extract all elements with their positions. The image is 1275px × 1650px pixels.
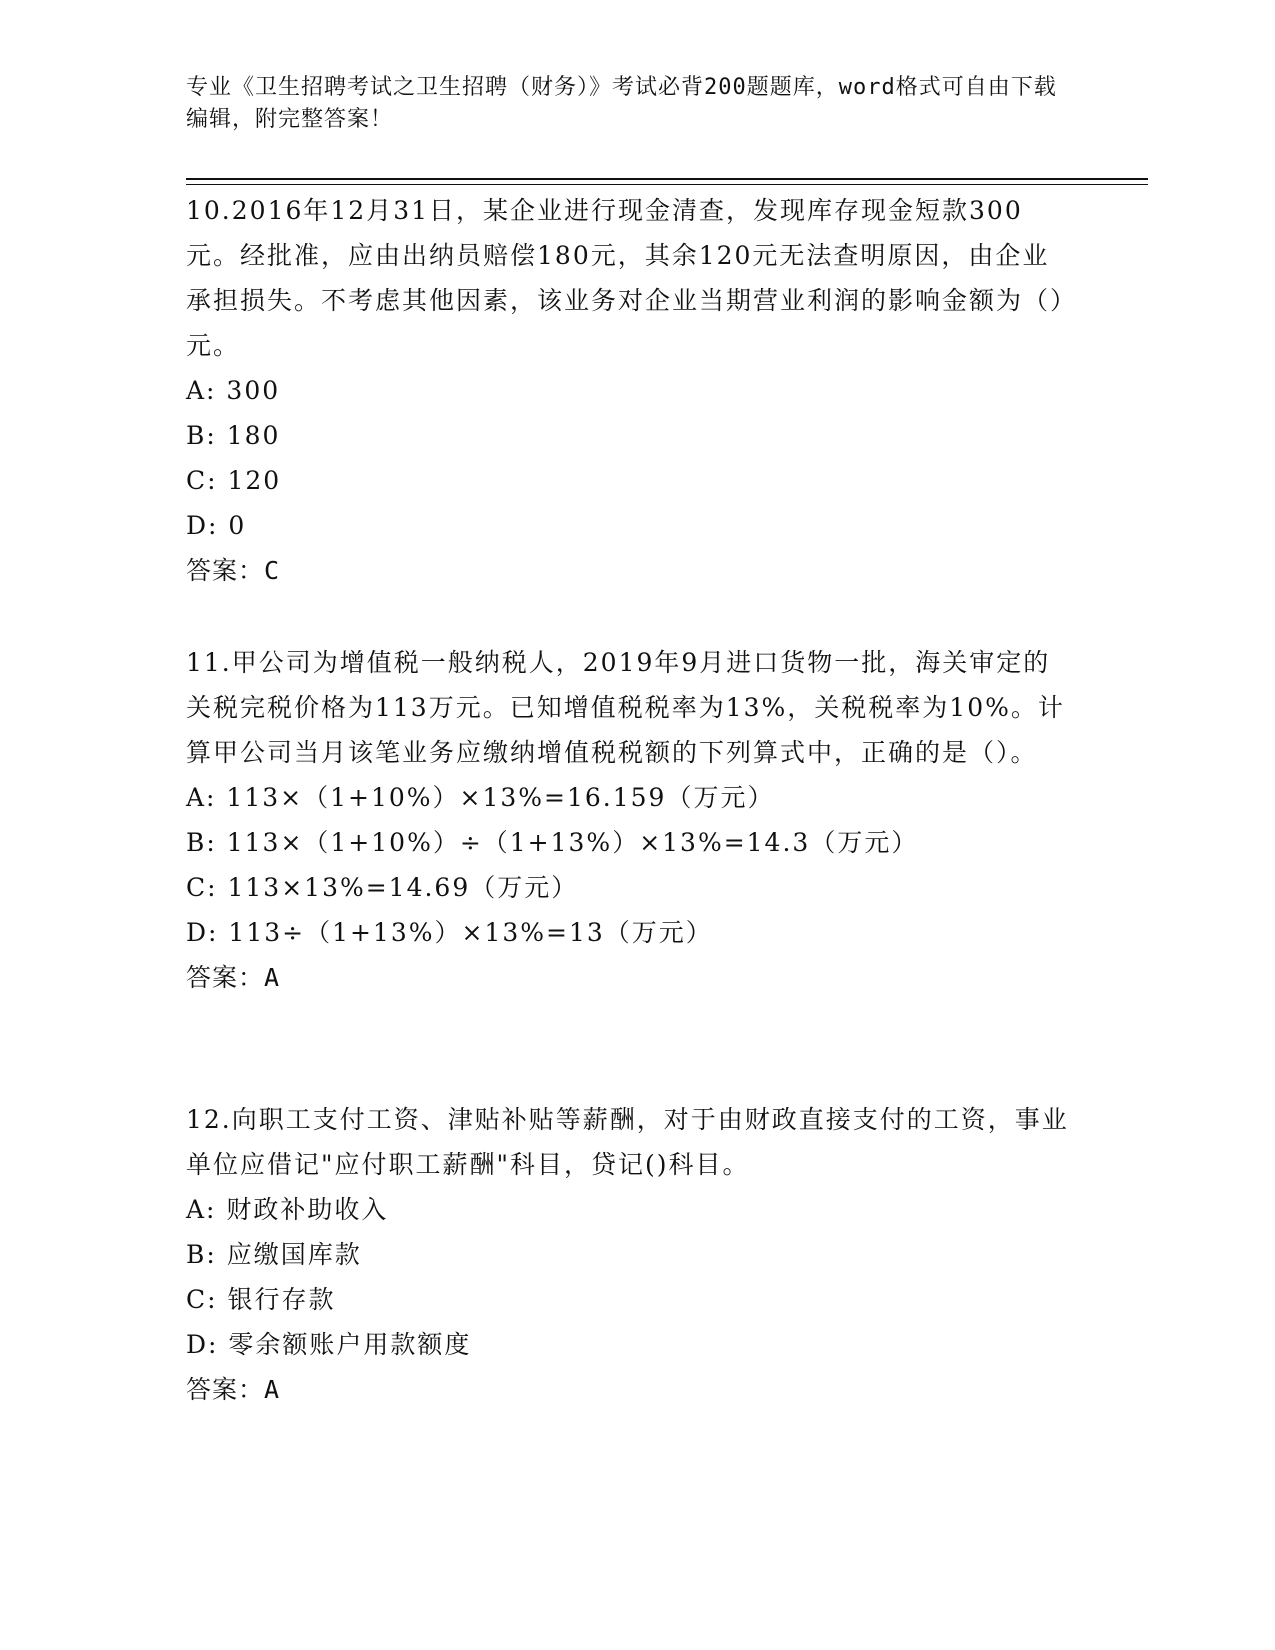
option-c: C: 113×13%=14.69（万元） [186, 873, 579, 902]
answer: 答案：A [186, 963, 281, 992]
option-d: D: 113÷（1+13%）×13%=13（万元） [186, 918, 713, 947]
header-divider-thin [186, 184, 1148, 185]
question-stem: 10.2016年12月31日，某企业进行现金清查，发现库存现金短款300元。经批准，应由出纳员赔偿180元，其余120元无法查明原因，由企业承担损失。不考虑其他因素，该业务对企业当期营业利润的影响金额为（）元。 [186, 196, 1065, 360]
document-header: 专业《卫生招聘考试之卫生招聘（财务）》考试必背200题题库，word格式可自由下载编辑，附完整答案！ [186, 75, 1057, 132]
question-stem: 11.甲公司为增值税一般纳税人，2019年9月进口货物一批，海关审定的关税完税价格为113万元。已知增值税税率为13%，关税税率为10%。计算甲公司当月该笔业务应缴纳增值税税额的下列算式中，正确的是（）。 [186, 648, 1065, 767]
option-a: A: 113×（1+10%）×13%=16.159（万元） [186, 783, 775, 812]
option-a: A: 财政补助收入 [186, 1195, 389, 1224]
question-12 [186, 1097, 1076, 1412]
option-d: D: 0 [186, 511, 247, 540]
option-d: D: 零余额账户用款额度 [186, 1330, 472, 1359]
question-10 [186, 188, 1076, 593]
option-c: C: 银行存款 [186, 1285, 336, 1314]
answer: 答案：A [186, 1375, 281, 1404]
option-c: C: 120 [186, 466, 282, 495]
question-11 [186, 640, 1076, 1000]
question-stem: 12.向职工支付工资、津贴补贴等薪酬，对于由财政直接支付的工资，事业单位应借记"应付职工薪酬"科目，贷记()科目。 [186, 1105, 1069, 1179]
header-divider-thick [186, 178, 1148, 180]
option-b: B: 113×（1+10%）÷（1+13%）×13%=14.3（万元） [186, 828, 919, 857]
option-a: A: 300 [186, 376, 281, 405]
answer: 答案：C [186, 556, 281, 585]
option-b: B: 180 [186, 421, 281, 450]
option-b: B: 应缴国库款 [186, 1240, 362, 1269]
